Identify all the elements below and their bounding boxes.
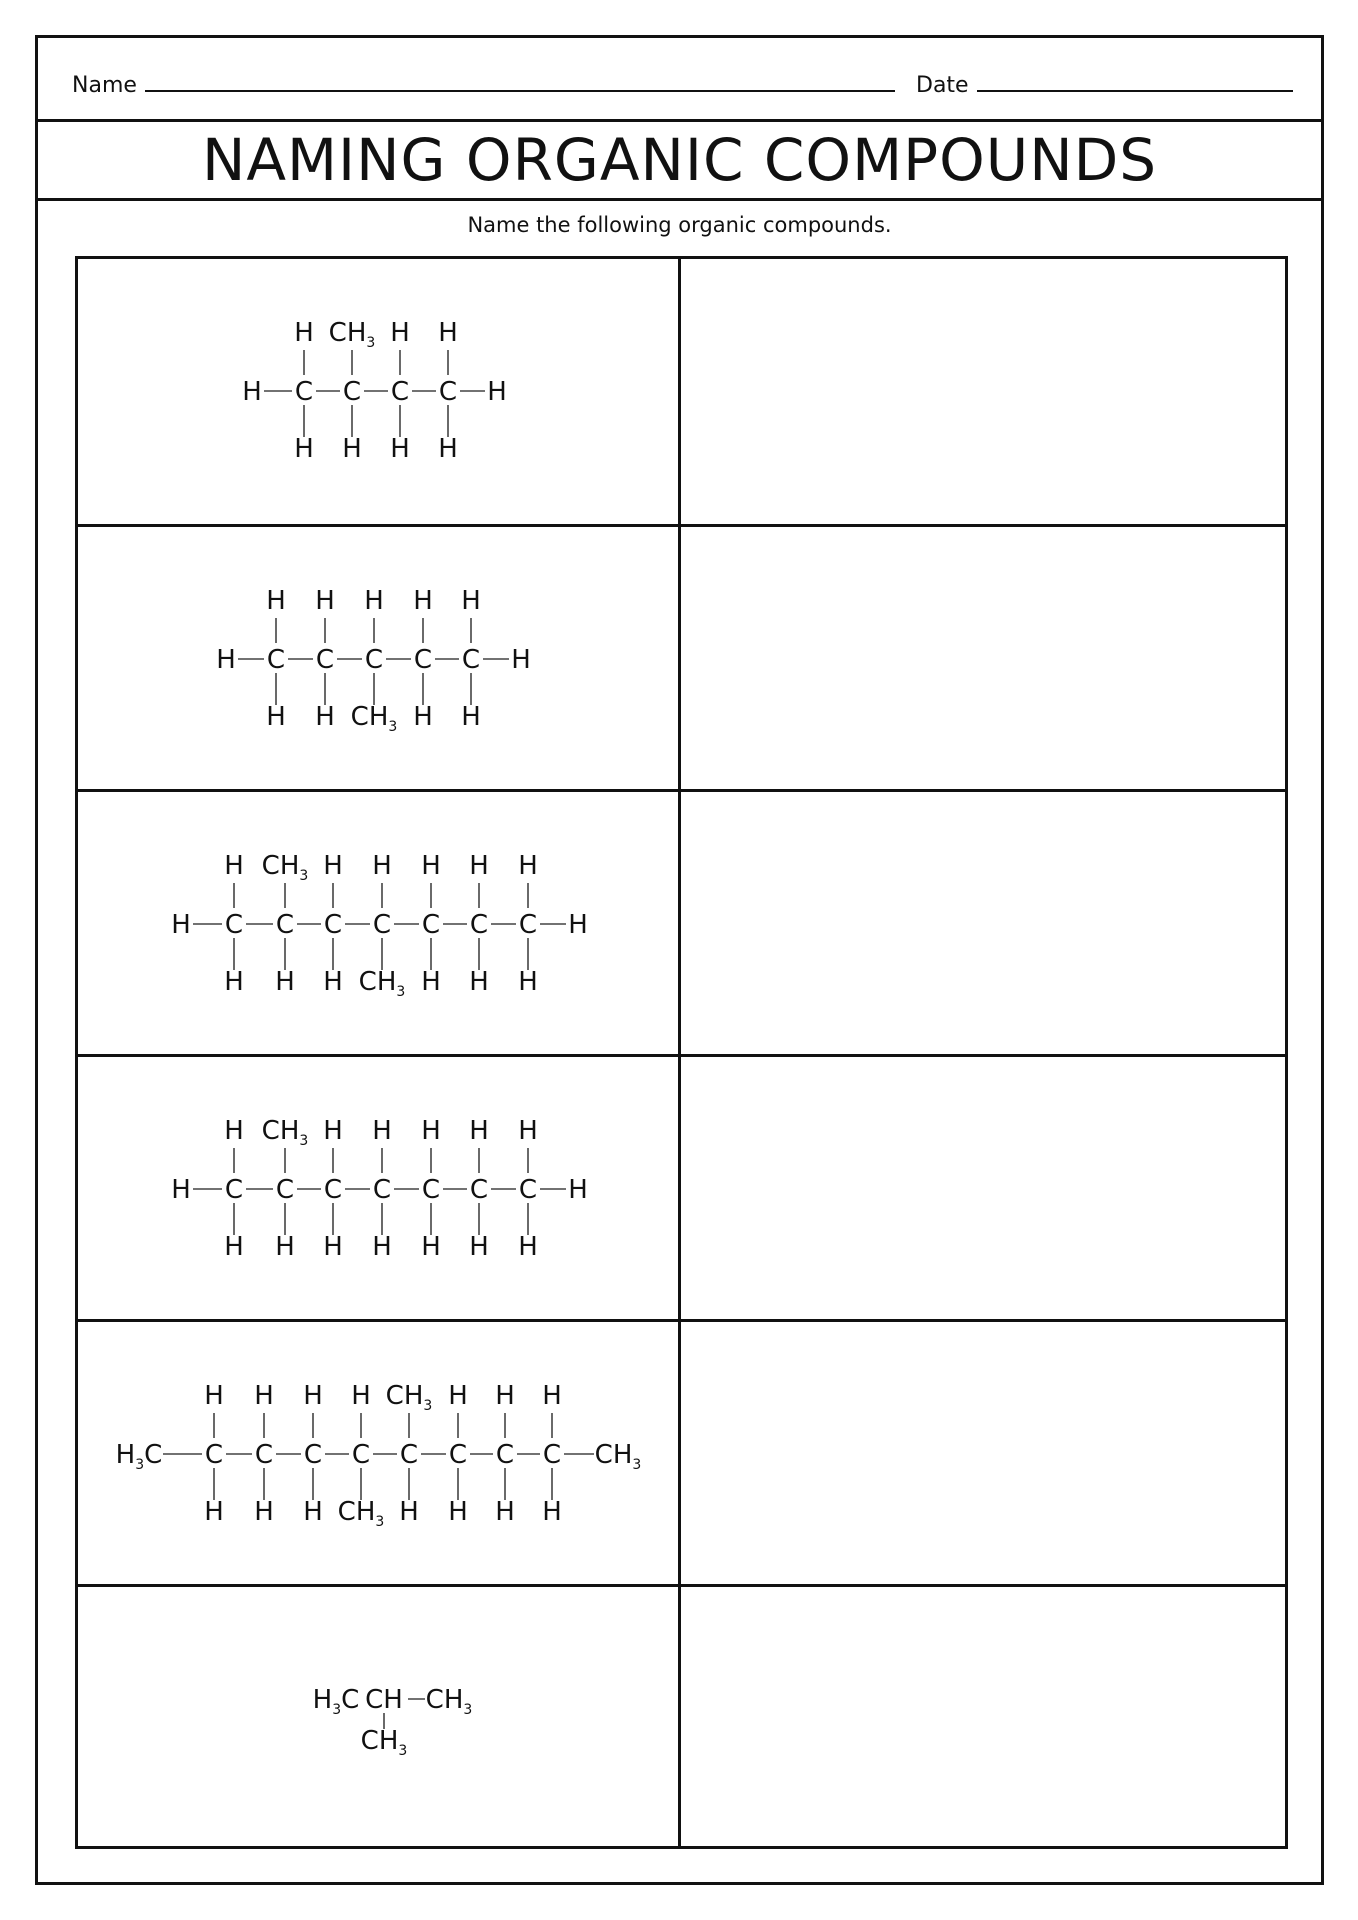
answer-cell[interactable] [684,1587,1285,1849]
date-label: Date [916,73,969,98]
substituent-top: H [461,586,481,616]
chain-atom: C [372,910,392,940]
substituent-top: H [294,318,314,348]
chain-atom: C [323,910,343,940]
chain-atom: C [275,1175,295,1205]
substituent-top: H [323,851,343,881]
answer-cell[interactable] [684,259,1285,524]
substituent-top: H [542,1381,562,1411]
substituent-bottom: H [413,702,433,732]
substituent-top: H [372,851,392,881]
substituent-bottom: H [390,434,410,464]
structure-cell [78,527,681,792]
substituent-bottom: H [399,1497,419,1527]
substituent-top: H [390,318,410,348]
name-label: Name [72,73,137,98]
substituent-bottom: H [421,967,441,997]
substituent-bottom: H [204,1497,224,1527]
chain-atom: C [469,1175,489,1205]
chain-atom: C [364,645,384,675]
substituent-top: H [518,851,538,881]
substituent-bottom: H [518,967,538,997]
chain-atom: C [413,645,433,675]
chain-atom: H [171,1175,191,1205]
chain-atom: H [568,910,588,940]
chain-atom: C [438,377,458,407]
substituent-bottom: H [542,1497,562,1527]
substituent-bottom: H [448,1497,468,1527]
substituent-bottom: H [323,967,343,997]
substituent-bottom: $CH_3$ [360,1726,408,1759]
chain-atom: C [351,1440,371,1470]
substituent-top: H [421,851,441,881]
substituent-top: H [254,1381,274,1411]
substituent-top: H [438,318,458,348]
chain-atom: CH [365,1685,403,1715]
substituent-top: H [323,1116,343,1146]
table-row [78,1319,1285,1587]
chain-atom: C [204,1440,224,1470]
substituent-bottom: $CH_3$ [358,967,406,1000]
substituent-top: H [351,1381,371,1411]
structure-cell [78,1322,681,1587]
structural-formula [78,259,681,524]
chain-atom: C [294,377,314,407]
structural-formula [78,792,681,1057]
name-field [72,68,895,98]
chain-atom: $H_3C$ [115,1440,163,1473]
chain-atom: C [315,645,335,675]
name-input-line[interactable] [145,68,895,92]
structure-cell [78,259,681,524]
chain-atom: C [495,1440,515,1470]
header-row [38,38,1321,122]
worksheet [35,35,1324,1885]
chain-atom: H [242,377,262,407]
substituent-top: H [469,1116,489,1146]
table-row [78,789,1285,1057]
substituent-bottom: H [438,434,458,464]
answer-cell[interactable] [684,792,1285,1057]
substituent-bottom: H [315,702,335,732]
substituent-top: H [224,1116,244,1146]
chain-atom: H [487,377,507,407]
chain-atom: C [323,1175,343,1205]
substituent-top: H [469,851,489,881]
chain-atom: C [372,1175,392,1205]
substituent-bottom: H [224,1232,244,1262]
substituent-bottom: H [469,967,489,997]
substituent-bottom: H [266,702,286,732]
table-row [78,259,1285,524]
chain-atom: H [511,645,531,675]
substituent-bottom: H [294,434,314,464]
chain-atom: C [469,910,489,940]
substituent-bottom: H [224,967,244,997]
instructions: Name the following organic compounds. [467,213,892,237]
answer-cell[interactable] [684,527,1285,792]
substituent-top: H [364,586,384,616]
substituent-top: H [421,1116,441,1146]
date-input-line[interactable] [977,68,1293,92]
substituent-top: H [315,586,335,616]
chain-atom: H [216,645,236,675]
substituent-bottom: H [372,1232,392,1262]
structure-cell [78,1057,681,1322]
chain-atom: C [266,645,286,675]
chain-atom: H [171,910,191,940]
substituent-bottom: H [518,1232,538,1262]
structural-formula [78,527,681,792]
answer-cell[interactable] [684,1322,1285,1587]
substituent-top: H [204,1381,224,1411]
substituent-bottom: H [323,1232,343,1262]
chain-atom: C [275,910,295,940]
page-title: NAMING ORGANIC COMPOUNDS [201,126,1158,194]
chain-atom: C [254,1440,274,1470]
chain-atom: $CH_3$ [594,1440,642,1473]
substituent-top: $CH_3$ [261,1116,309,1149]
answer-cell[interactable] [684,1057,1285,1322]
substituent-bottom: H [342,434,362,464]
table-row [78,1584,1285,1849]
chain-atom: H [568,1175,588,1205]
table-row [78,524,1285,792]
substituent-bottom: H [275,1232,295,1262]
substituent-top: H [372,1116,392,1146]
compound-table [75,256,1288,1849]
substituent-bottom: H [469,1232,489,1262]
structure-cell [78,792,681,1057]
structural-formula [78,1322,681,1587]
substituent-bottom: H [254,1497,274,1527]
substituent-top: H [518,1116,538,1146]
chain-atom: C [390,377,410,407]
chain-atom: C [518,910,538,940]
table-row [78,1054,1285,1322]
substituent-bottom: H [275,967,295,997]
substituent-bottom: H [461,702,481,732]
structural-formula [78,1587,681,1852]
date-field [916,68,1293,98]
chain-atom: C [303,1440,323,1470]
chain-atom: C [542,1440,562,1470]
substituent-top: $CH_3$ [328,318,376,351]
substituent-bottom: H [495,1497,515,1527]
substituent-bottom: $CH_3$ [337,1497,385,1530]
chain-atom: C [342,377,362,407]
chain-atom: C [448,1440,468,1470]
substituent-top: H [266,586,286,616]
chain-atom: C [461,645,481,675]
substituent-bottom: H [303,1497,323,1527]
chain-atom: C [518,1175,538,1205]
substituent-top: H [495,1381,515,1411]
chain-atom: $CH_3$ [425,1685,473,1718]
substituent-top: $CH_3$ [385,1381,433,1414]
structure-cell [78,1587,681,1849]
substituent-top: H [413,586,433,616]
chain-atom: C [399,1440,419,1470]
chain-atom: C [421,910,441,940]
substituent-top: H [224,851,244,881]
chain-atom: $H_3C$ [312,1685,360,1718]
substituent-top: H [448,1381,468,1411]
chain-atom: C [421,1175,441,1205]
substituent-bottom: H [421,1232,441,1262]
chain-atom: C [224,1175,244,1205]
chain-atom: C [224,910,244,940]
substituent-top: H [303,1381,323,1411]
substituent-top: $CH_3$ [261,851,309,884]
structural-formula [78,1057,681,1322]
substituent-bottom: $CH_3$ [350,702,398,735]
title-row [38,122,1321,201]
